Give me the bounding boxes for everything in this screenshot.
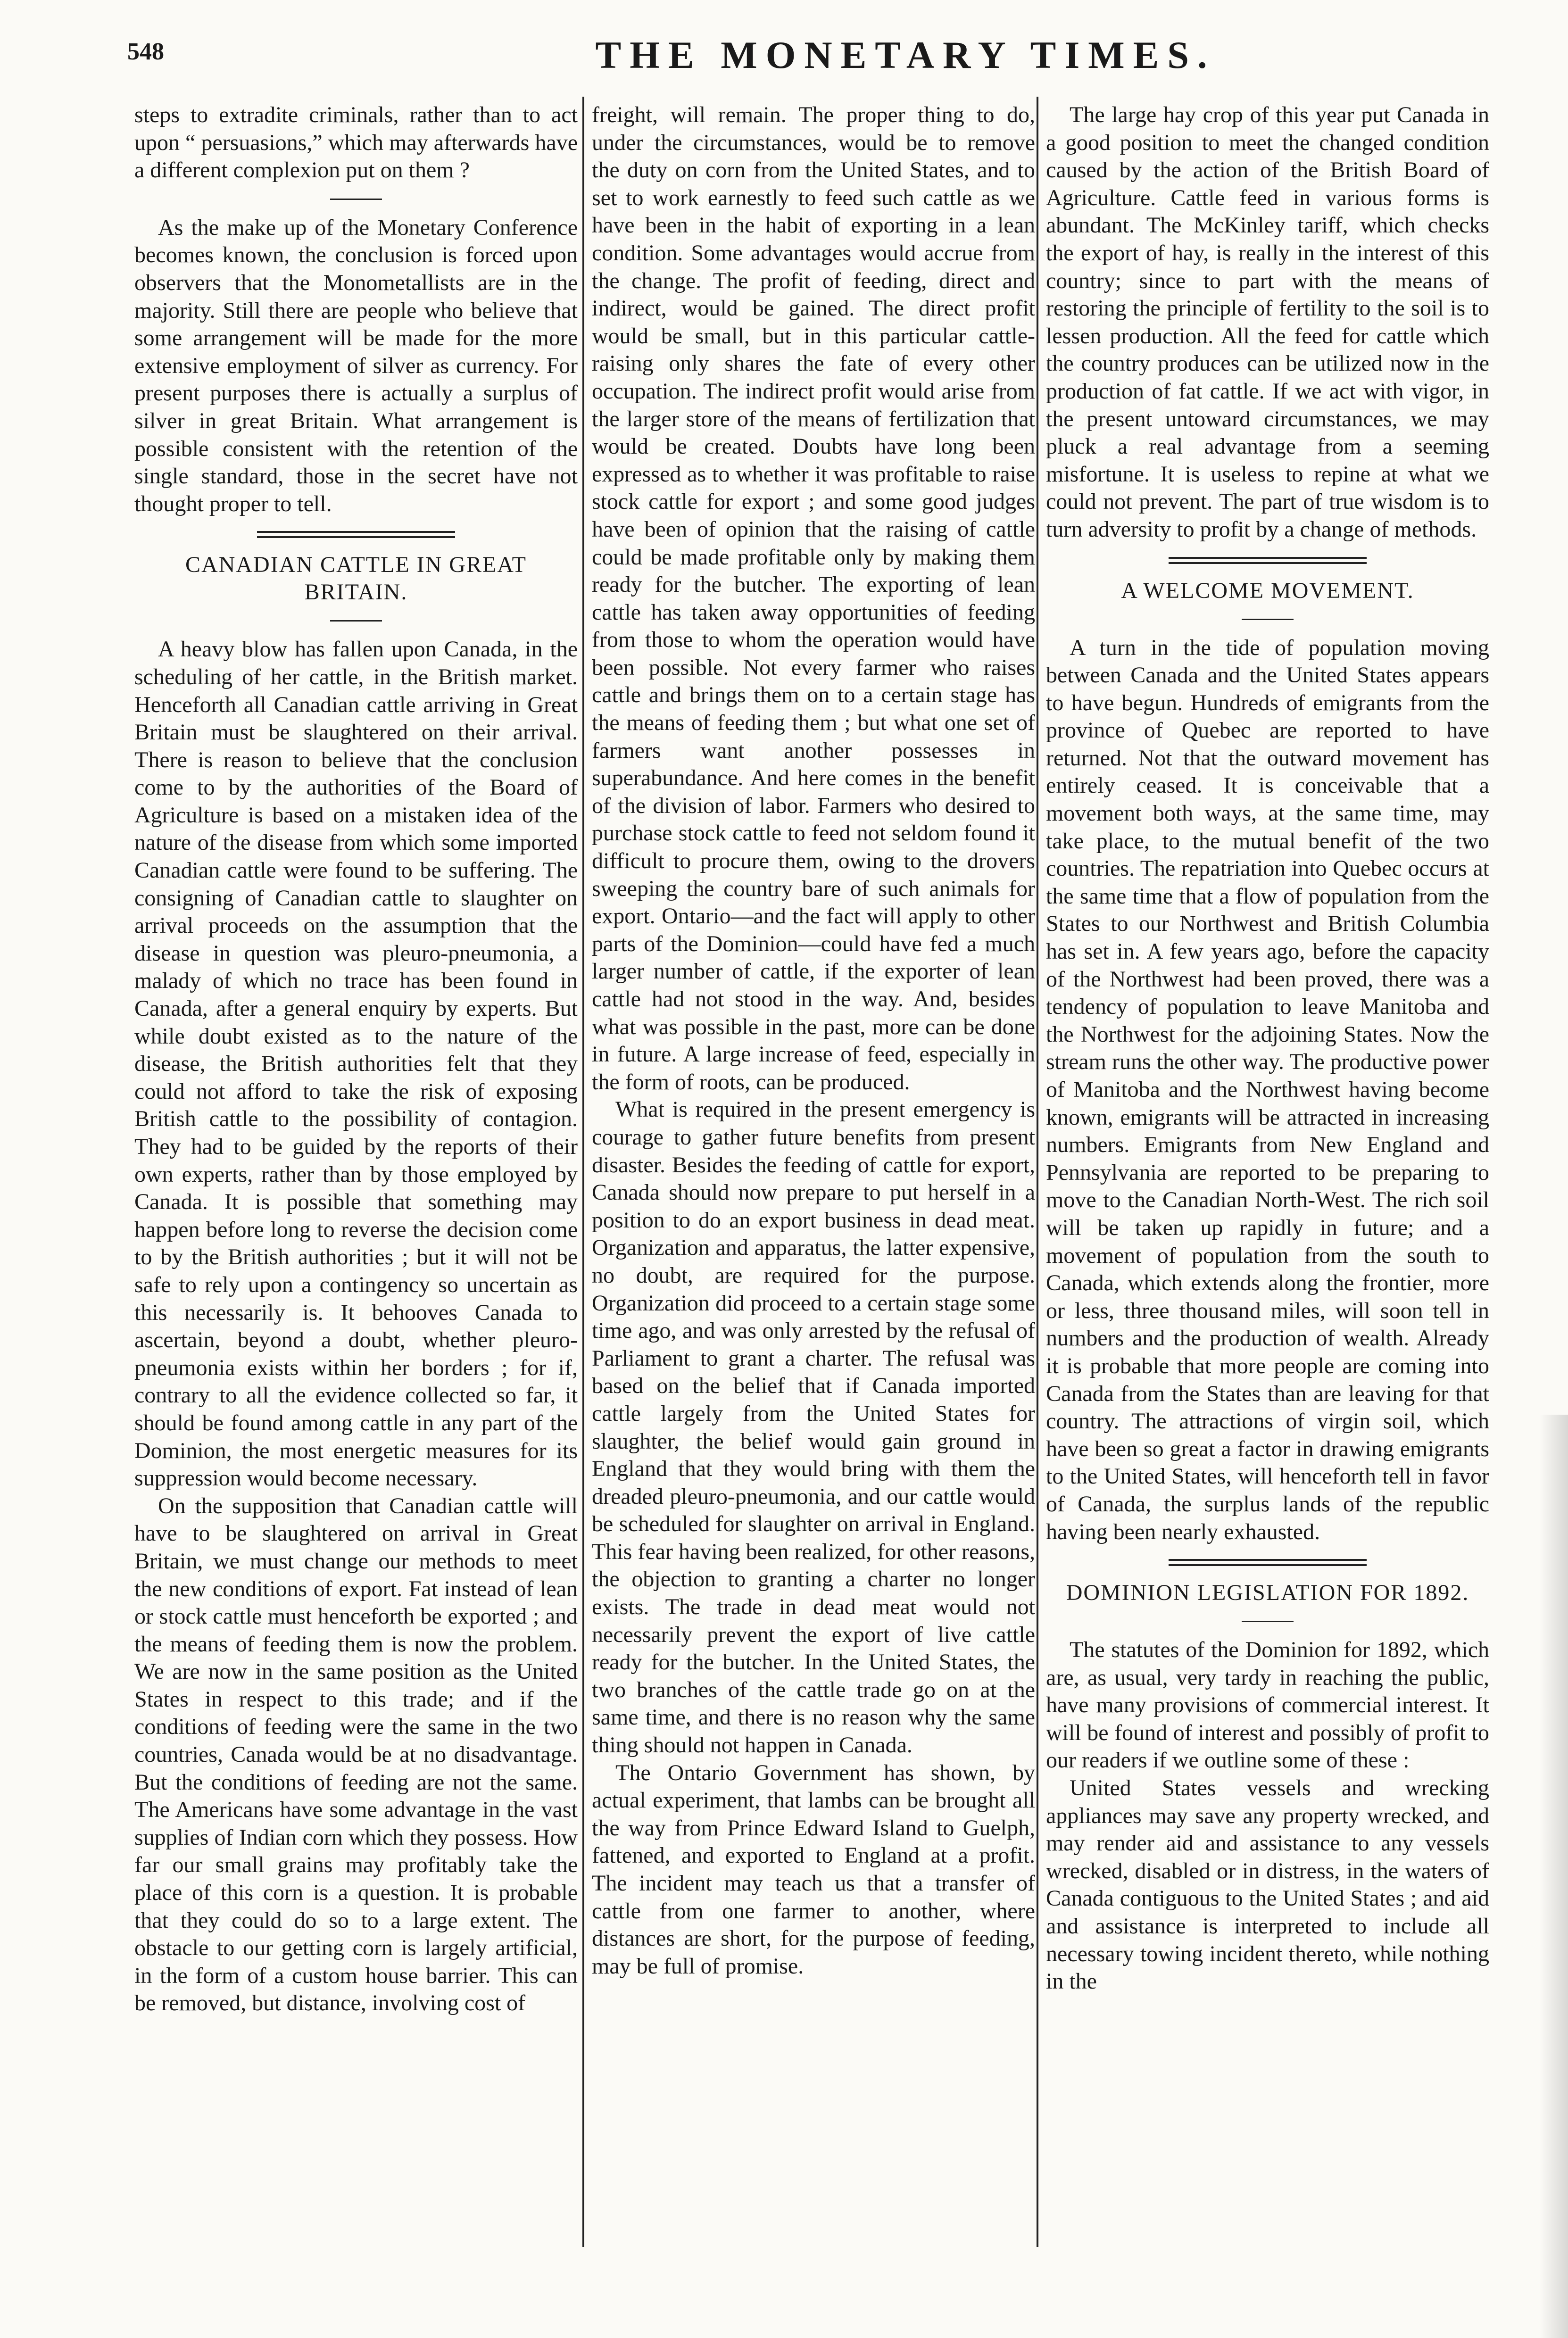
column-3 — [1046, 101, 1489, 2252]
masthead-title: THE MONETARY TIMES. — [595, 33, 1216, 76]
page-header — [127, 33, 1495, 85]
section-divider — [330, 199, 382, 200]
article-divider — [1169, 1559, 1367, 1566]
column-1 — [134, 101, 578, 2252]
heading-divider — [1242, 619, 1294, 620]
paragraph: The large hay crop of this year put Canada in a good position to meet the changed condition caused by the action of the British Board of Agriculture. Cattle feed in various forms is abundant. The McKinley tariff, which checks the export of hay, is really in the interest of this country; since to part with the means of restoring the principle of fertility to the soil is to lessen production. All the feed for cattle which the country produces can be utilized now in the production of fat cattle. If we act with vigor, in the present untoward circumstances, we may pluck a real advantage from a seeming misfortune. It is useless to repine at what we could not prevent. The part of true wisdom is to turn adversity to profit by a change of methods. — [1046, 102, 1489, 542]
paragraph: What is required in the present emergency is courage to gather future benefits from present disaster. Besides the feeding of cattle for export, Canada should now prepare to put herself in a position to do an export business in dead meat. Organization and apparatus, the latter expensive, no doubt, are required for the purpose. Organization did proceed to a certain stage some time ago, and was only arrested by the refusal of Parliament to grant a charter. The refusal was based on the belief that if Canada imported cattle largely from the United States for slaughter, the belief would gain ground in England that they would bring with them the dreaded pleuro-pneumonia, and our cattle would be scheduled for slaughter on arrival in England. This fear having been realized, for other reasons, the objection to granting a charter no longer exists. The trade in dead meat would not necessarily prevent the export of live cattle ready for the butcher. In the United States, the two branches of the cattle trade go on at the same time, and there is no reason why the same thing should not happen in Canada. — [592, 1097, 1035, 1758]
article-divider — [1169, 557, 1367, 564]
paragraph: As the make up of the Monetary Conference becomes known, the conclusion is forced upon observers that the Monometallists are in the majority. Still there are people who believe that some arrangement will be made for the more extensive employment of silver as currency. For present purposes there is actually a surplus of silver in great Britain. What arrangement is possible consistent with the retention of the single standard, those in the secret have not thought proper to tell. — [134, 215, 578, 516]
article-heading: DOMINION LEGISLATION FOR 1892. — [1066, 1580, 1469, 1606]
article-heading: A WELCOME MOVEMENT. — [1121, 578, 1414, 603]
paragraph: On the supposition that Canadian cattle will have to be slaughtered on arrival in Great Britain, we must change our methods to meet the new conditions of export. Fat instead of lean or stock cattle must henceforth be exported ; and the means of feeding them is now the problem. We are now in the same position as the United States in respect to this trade; and if the conditions of feeding were the same in the two countries, Canada would be at no disadvantage. But the conditions of feeding are not the same. The Americans have some advantage in the vast supplies of Indian corn which they possess. How far our small grains may profitably take the place of this corn is a question. It is probable that they could do so to a large extent. The obstacle to our getting corn is largely artificial, in the form of a custom house barrier. This can be removed, but distance, involving cost of — [134, 1493, 578, 2016]
column-rule-left — [582, 97, 584, 2247]
paragraph: The Ontario Government has shown, by actual experiment, that lambs can be brought all the way from Prince Edward Island to Guelph, fattened, and exported to England at a profit. The incident may teach us that a transfer of cattle from one farmer to another, where distances are short, for the purpose of feeding, may be full of promise. — [592, 1760, 1035, 1979]
column-rule-right — [1037, 97, 1038, 2247]
article-heading: CANADIAN CATTLE IN GREAT BRITAIN. — [185, 552, 527, 605]
paragraph: A turn in the tide of population moving between Canada and the United States appears to have begun. Hundreds of emigrants from the province of Quebec are reported to have returned. Not that the outward movement has entirely ceased. It is conceivable that a movement both ways, at the same time, may take place, to the mutual benefit of the two countries. The repatriation into Quebec occurs at the same time that a flow of population from the States to our Northwest and British Columbia has set in. A few years ago, before the capacity of the Northwest had been proved, there was a tendency of population to leave Manitoba and the Northwest for the adjoining States. Now the stream runs the other way. The productive power of Manitoba and the Northwest having become known, emigrants will be attracted in increasing numbers. Emigrants from New England and Pennsylvania are reported to be preparing to move to the Canadian North-West. The rich soil will be taken up rapidly in future; and a movement of population from the south to Canada, which extends along the frontier, more or less, three thousand miles, will soon tell in numbers and the production of wealth. Already it is probable that more people are coming into Canada from the States than are leaving for that country. The attractions of virgin soil, which have been so great a factor in drawing emigrants to the United States, will henceforth tell in favor of Canada, the surplus lands of the republic having been nearly exhausted. — [1046, 635, 1489, 1544]
paragraph: freight, will remain. The proper thing to do, under the circumstances, would be to remove the duty on corn from the United States, and to set to work earnestly to feed such cattle as we have been in the habit of exporting in a lean condition. Some advantages would accrue from the change. The profit of feeding, direct and indirect, would be gained. The direct profit would be small, but in this particular cattle-raising only shares the fate of every other occupation. The indirect profit would arise from the larger store of the means of fertilization that would be created. Doubts have long been expressed as to whether it was profitable to raise stock cattle for export ; and some good judges have been of opinion that the raising of cattle could be made profitable only by making them ready for the butcher. The exporting of lean cattle has taken away opportunities of feeding from those to whom the operation would have been possible. Not every farmer who raises cattle and brings them on to a certain stage has the means of feeding them ; but what one set of farmers want another possesses in superabundance. And here comes in the benefit of the division of labor. Farmers who desired to purchase stock cattle to feed not seldom found it difficult to procure them, owing to the drovers sweeping the country bare of such animals for export. Ontario—and the fact will apply to other parts of the Dominion—could have fed a much larger number of cattle, if the exporter of lean cattle had not stood in the way. And, besides what was possible in the past, more can be done in future. A large increase of feed, especially in the form of roots, can be produced. — [592, 102, 1035, 1094]
heading-divider — [1242, 1621, 1294, 1622]
paragraph: United States vessels and wrecking appliances may save any property wrecked, and may render aid and assistance to any vessels wrecked, disabled or in distress, in the waters of Canada contiguous to the United States ; and aid and assistance is interpreted to include all necessary towing incident thereto, while nothing in the — [1046, 1775, 1489, 1994]
column-2 — [592, 101, 1035, 2252]
paragraph: steps to extradite criminals, rather than to act upon “ persuasions,” which may afterwards have a different complexion put on them ? — [134, 102, 578, 183]
heading-divider — [330, 620, 382, 622]
paragraph: A heavy blow has fallen upon Canada, in the scheduling of her cattle, in the British market. Henceforth all Canadian cattle arriving in Great Britain must be slaughtered on their arrival. There is reason to believe that the conclusion come to by the authorities of the Board of Agriculture is based on a mistaken idea of the nature of the disease from which some imported Canadian cattle were found to be suffering. The consigning of Canadian cattle to slaughter on arrival proceeds on the assumption that the disease in question was pleuro-pneumonia, a malady of which no trace has been found in Canada, after a general enquiry by experts. But while doubt existed as to the nature of the disease, the British authorities felt that they could not afford to take the risk of exposing British cattle to the possibility of contagion. They had to be guided by the reports of their own experts, rather than by those employed by Canada. It is possible that something may happen before long to reverse the decision come to by the British authorities ; but it will not be safe to rely upon a contingency so uncertain as this necessarily is. It behooves Canada to ascertain, beyond a doubt, whether pleuro-pneumonia exists within her borders ; for if, contrary to all the evidence collected so far, it should be found among cattle in any part of the Dominion, the most energetic measures for its suppression would become necessary. — [134, 637, 578, 1491]
page-number: 548 — [127, 38, 164, 65]
article-divider — [257, 531, 455, 538]
page-edge-shadow — [1540, 1415, 1568, 2338]
paragraph: The statutes of the Dominion for 1892, which are, as usual, very tardy in reaching the public, have many provisions of commercial interest. It will be found of interest and possibly of profit to our readers if we outline some of these : — [1046, 1637, 1489, 1773]
